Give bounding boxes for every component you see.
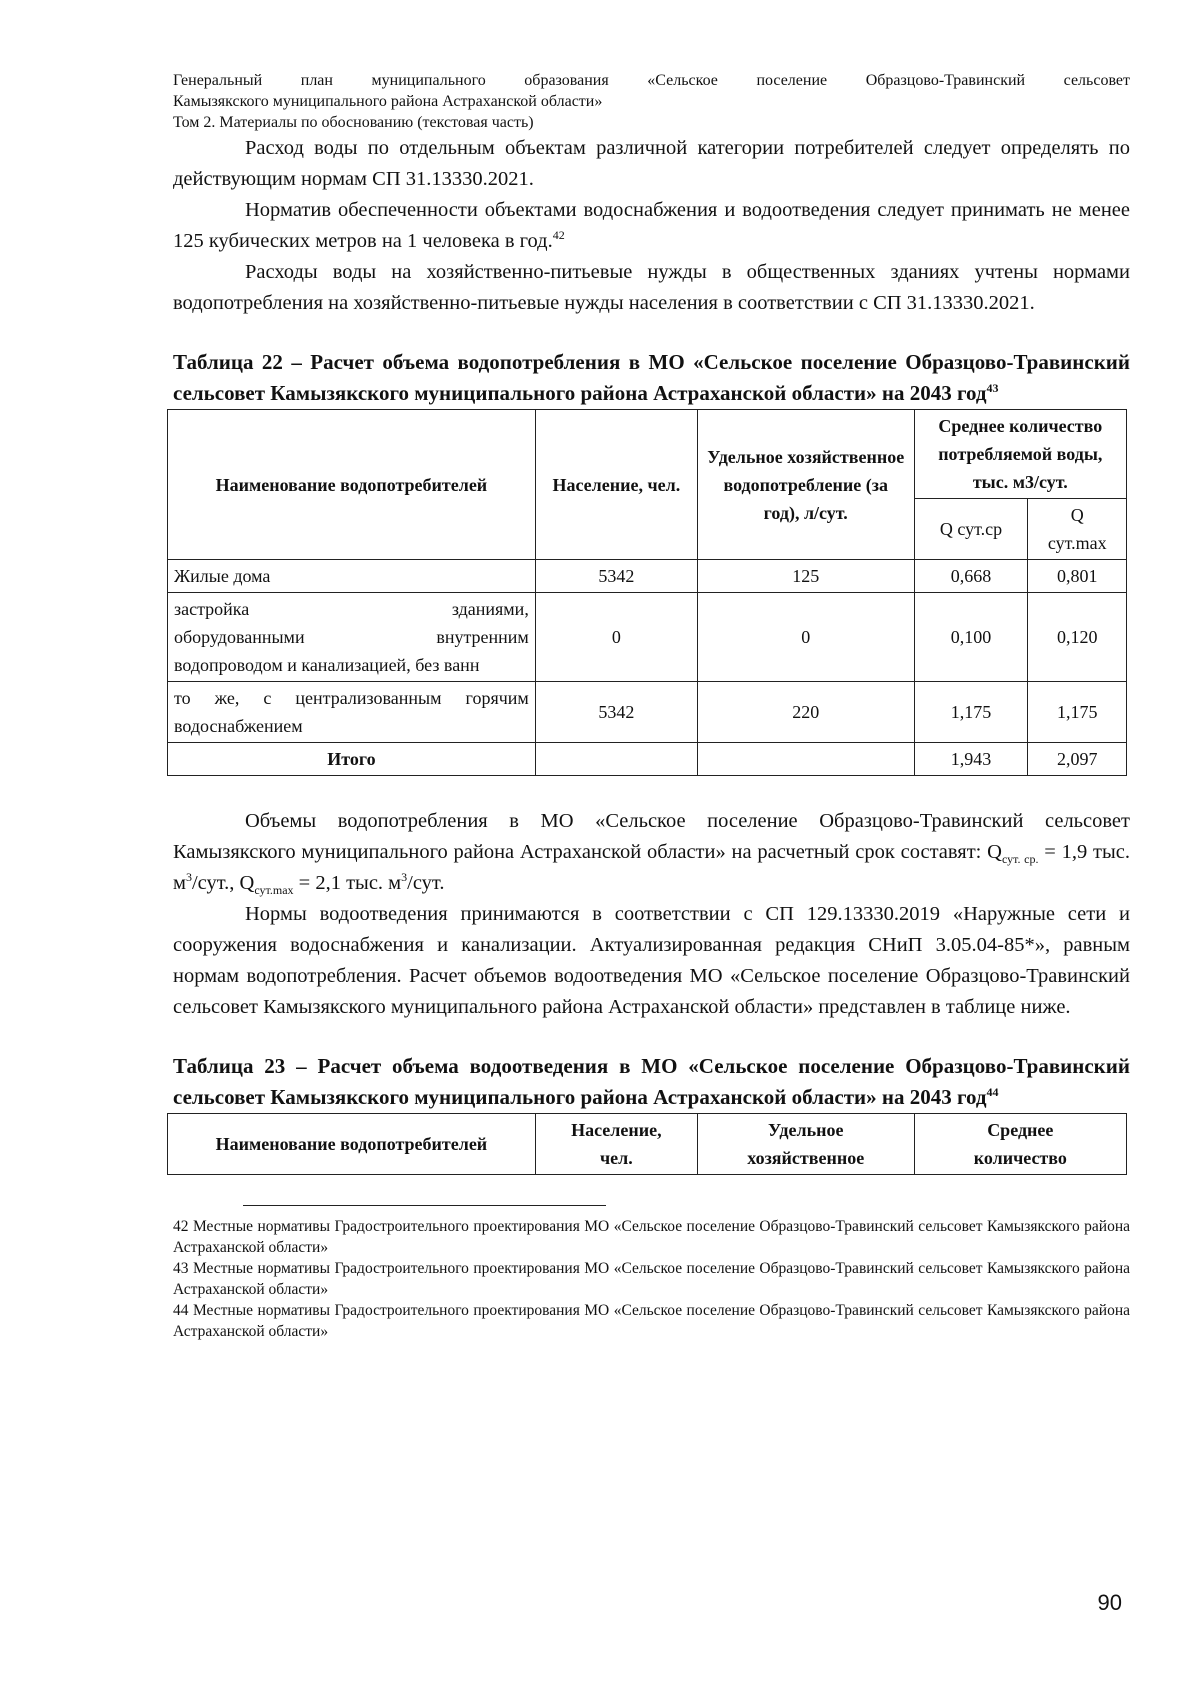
col-header-name: Наименование водопотребителей [168, 410, 536, 560]
header-line: Население, [571, 1120, 662, 1140]
cell-q-avg: 1,175 [914, 682, 1028, 743]
cell-name: Жилые дома [168, 560, 536, 593]
footnote-ref[interactable]: 44 [986, 1085, 999, 1099]
paragraph-text: Расходы воды на хозяйственно-питьевые нужды в общественных зданиях учтены нормами водопотребления на хозяйственно-питьевые нужды населения в соответствии с СП 31.13330.2021. [173, 261, 1130, 314]
name-word: зданиями, [451, 599, 529, 619]
subscript: сут. ср. [1001, 852, 1039, 867]
text-run: = 2,1 тыс. м [293, 872, 402, 894]
subscript: сут.max [254, 883, 294, 898]
footnote-number: 43 [173, 1260, 189, 1277]
name-line-2 [174, 623, 529, 651]
header-line-1: Генеральный план муниципального образования «Сельское поселение Образцово-Травинский сельсовет [173, 72, 1130, 89]
table-23-caption [173, 1051, 1130, 1113]
footnote-44 [173, 1300, 1130, 1342]
header-line: Удельное [767, 1120, 844, 1140]
paragraph-text: Расход воды по отдельным объектам различной категории потребителей следует определять по действующим нормам СП 31.13330.2021. [173, 137, 1130, 190]
paragraph-text: Нормы водоотведения принимаются в соответствии с СП 129.13330.2019 «Наружные сети и сооружения водоснабжения и канализации. Актуализированная редакция СНиП 3.05.04-85*», равным нормам водопотребления. Расчет объемов водоотведения МО «Сельское поселение Образцово-Травинский сельсовет Камызякского муниципального района Астраханской области» представлен в таблице ниже. [173, 903, 1130, 1018]
footnote-number: 42 [173, 1218, 189, 1235]
superscript: 3 [401, 870, 408, 885]
table-row [168, 682, 1127, 743]
text-run: Объемы водопотребления в МО «Сельское поселение Образцово-Травинский сельсовет Камызякского муниципального района Астраханской области» на расчетный срок составят: Q [173, 810, 1130, 863]
col-header-average: Среднее количество потребляемой воды, тыс. м3/сут. [914, 410, 1126, 499]
header-line: Среднее [987, 1120, 1054, 1140]
cell-specific: 0 [697, 593, 914, 682]
caption-text: Таблица 22 – Расчет объема водопотребления в МО «Сельское поселение Образцово-Травинский сельсовет Камызякского муниципального района Астраханской области» на 2043 год [173, 350, 1130, 405]
caption-text: Таблица 23 – Расчет объема водоотведения в МО «Сельское поселение Образцово-Травинский сельсовет Камызякского муниципального района Астраханской области» на 2043 год [173, 1054, 1130, 1109]
header-line-2: Камызякского муниципального района Астраханской области» [173, 93, 603, 110]
footnote-text: Местные нормативы Градостроительного проектирования МО «Сельское поселение Образцово-Травинский сельсовет Камызякского района Астраханской области» [173, 1260, 1130, 1298]
table-22-caption [173, 347, 1130, 409]
cell-population: 0 [535, 593, 697, 682]
header-line: хозяйственное [747, 1148, 865, 1168]
cell-name: то же, с централизованным горячим водоснабжением [168, 682, 536, 743]
name-word: оборудованными [174, 627, 305, 647]
cell-total-label: Итого [168, 743, 536, 776]
cell-empty [535, 743, 697, 776]
footnote-text: Местные нормативы Градостроительного проектирования МО «Сельское поселение Образцово-Травинский сельсовет Камызякского района Астраханской области» [173, 1218, 1130, 1256]
cell-population: 5342 [535, 682, 697, 743]
superscript: 3 [185, 870, 192, 885]
cell-total-q-avg: 1,943 [914, 743, 1028, 776]
cell-empty [697, 743, 914, 776]
cell-q-avg: 0,100 [914, 593, 1028, 682]
table-row-total [168, 743, 1127, 776]
col-header-q-max [1028, 499, 1127, 560]
footnotes [173, 1216, 1130, 1342]
footnote-ref[interactable]: 42 [552, 228, 565, 243]
table-22 [167, 409, 1127, 776]
q-label: Q [1070, 505, 1084, 525]
header-line: чел. [599, 1148, 633, 1168]
name-rest: водопроводом и канализацией, без ванн [174, 655, 480, 675]
name-line-1 [174, 595, 529, 623]
col-header-population: Население, чел. [535, 410, 697, 560]
document-page [173, 70, 1130, 1342]
cell-q-max: 1,175 [1028, 682, 1127, 743]
running-header [173, 70, 1130, 133]
q-subscript: сут.max [1047, 533, 1107, 553]
footnote-42 [173, 1216, 1130, 1258]
name-word: застройка [174, 599, 250, 619]
header-line-3: Том 2. Материалы по обоснованию (текстовая часть) [173, 114, 534, 131]
paragraph-consumption-volumes [173, 806, 1130, 899]
paragraph-disposal-norms [173, 899, 1130, 1023]
header-line: количество [973, 1148, 1067, 1168]
paragraph-water-consumption-norms [173, 133, 1130, 195]
col-header-average [914, 1114, 1126, 1175]
col-header-name: Наименование водопотребителей [168, 1114, 536, 1175]
table-row [168, 593, 1127, 682]
footnote-text: Местные нормативы Градостроительного проектирования МО «Сельское поселение Образцово-Травинский сельсовет Камызякского района Астраханской области» [173, 1302, 1130, 1340]
footnote-number: 44 [173, 1302, 189, 1319]
text-run: /сут. [407, 872, 445, 894]
col-header-q-avg: Q сут.ср [914, 499, 1028, 560]
col-header-specific [697, 1114, 914, 1175]
cell-q-avg: 0,668 [914, 560, 1028, 593]
paragraph-public-buildings [173, 257, 1130, 319]
cell-q-max: 0,120 [1028, 593, 1127, 682]
text-run: = 1,9 тыс. м [173, 841, 1130, 894]
paragraph-provision-norm [173, 195, 1130, 257]
footnote-ref[interactable]: 43 [986, 381, 999, 395]
paragraph-text: Норматив обеспеченности объектами водоснабжения и водоотведения следует принимать не менее 125 кубических метров на 1 человека в год. [173, 199, 1130, 252]
cell-specific: 125 [697, 560, 914, 593]
footnote-43 [173, 1258, 1130, 1300]
cell-name [168, 593, 536, 682]
name-word: внутренним [436, 627, 529, 647]
cell-q-max: 0,801 [1028, 560, 1127, 593]
text-run: /сут., Q [191, 872, 255, 894]
col-header-population [535, 1114, 697, 1175]
table-23 [167, 1113, 1127, 1175]
col-header-specific: Удельное хозяйственное водопотребление (за год), л/сут. [697, 410, 914, 560]
page-number: 90 [1097, 1590, 1122, 1615]
cell-specific: 220 [697, 682, 914, 743]
table-row [168, 560, 1127, 593]
cell-total-q-max: 2,097 [1028, 743, 1127, 776]
cell-population: 5342 [535, 560, 697, 593]
